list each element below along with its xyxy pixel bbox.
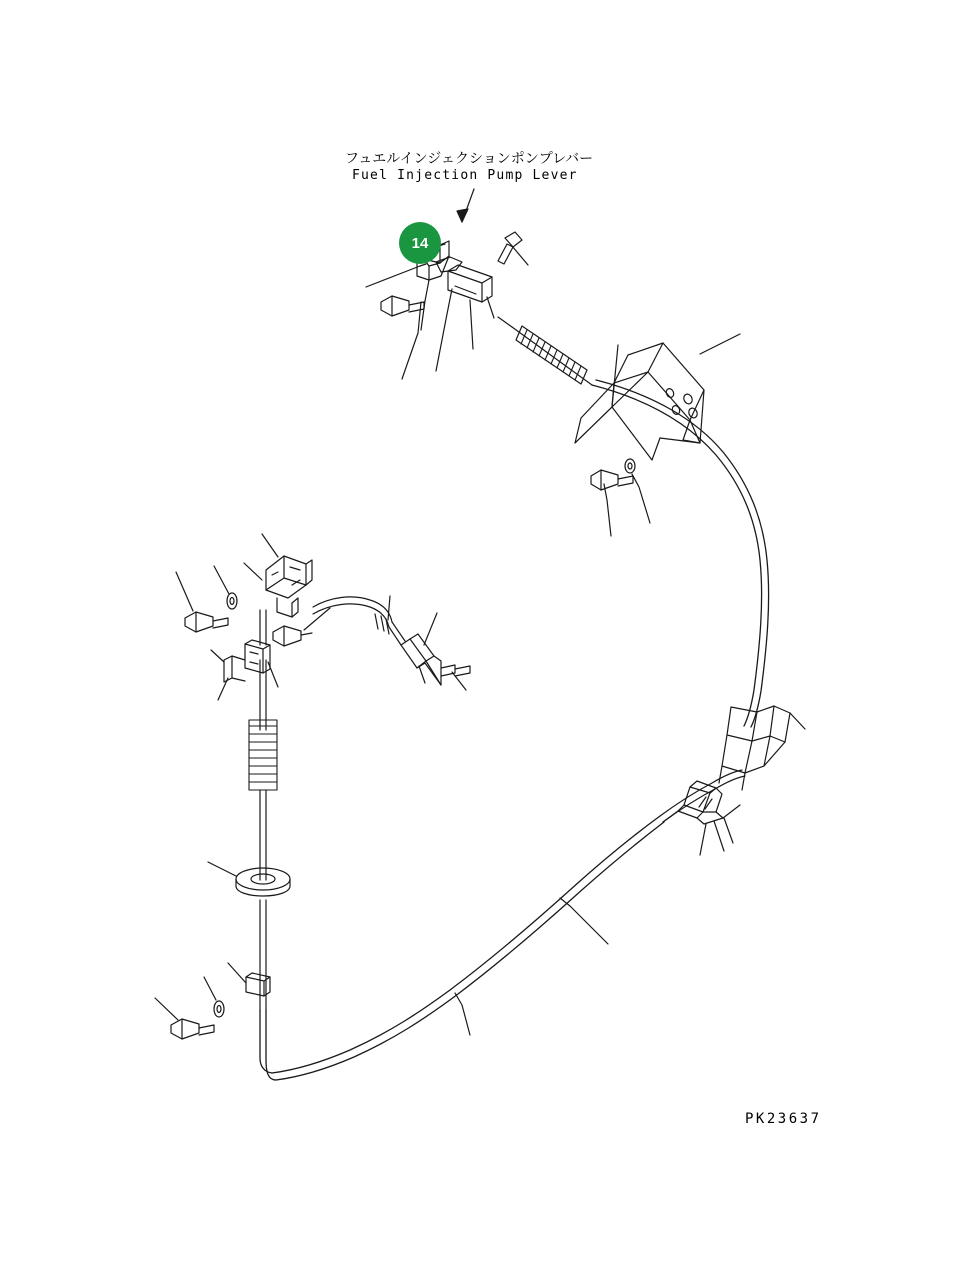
mount-bracket-upper-right bbox=[575, 334, 740, 460]
bolt-top-right bbox=[498, 232, 522, 264]
cable-clamp-mid-right bbox=[719, 706, 805, 790]
control-cable-main bbox=[592, 380, 769, 727]
drawing-code: PK23637 bbox=[745, 1111, 822, 1127]
cable-spring-lower bbox=[249, 720, 277, 790]
cable-spring-upper bbox=[498, 317, 592, 385]
cable-adjuster-assembly bbox=[660, 770, 745, 855]
rod-end-fitting-center bbox=[313, 596, 470, 690]
callout-number: 14 bbox=[411, 234, 429, 252]
pump-lever-bracket-group bbox=[366, 232, 528, 379]
control-cable-lower bbox=[260, 816, 664, 1080]
bolt-bracket-lower bbox=[591, 459, 650, 536]
cable-clamp-lower-left bbox=[155, 963, 270, 1039]
bracket-assembly-left bbox=[176, 534, 312, 632]
title-leader-arrow bbox=[457, 189, 474, 222]
bolt-top-left bbox=[381, 296, 424, 316]
clamp-mid-left bbox=[211, 608, 330, 700]
cable-grommet bbox=[208, 862, 290, 896]
title-label-english: Fuel Injection Pump Lever bbox=[352, 168, 578, 183]
callout-badge-14[interactable] bbox=[399, 222, 441, 264]
title-label-japanese: フュエルインジェクションポンプレバー bbox=[345, 151, 594, 167]
